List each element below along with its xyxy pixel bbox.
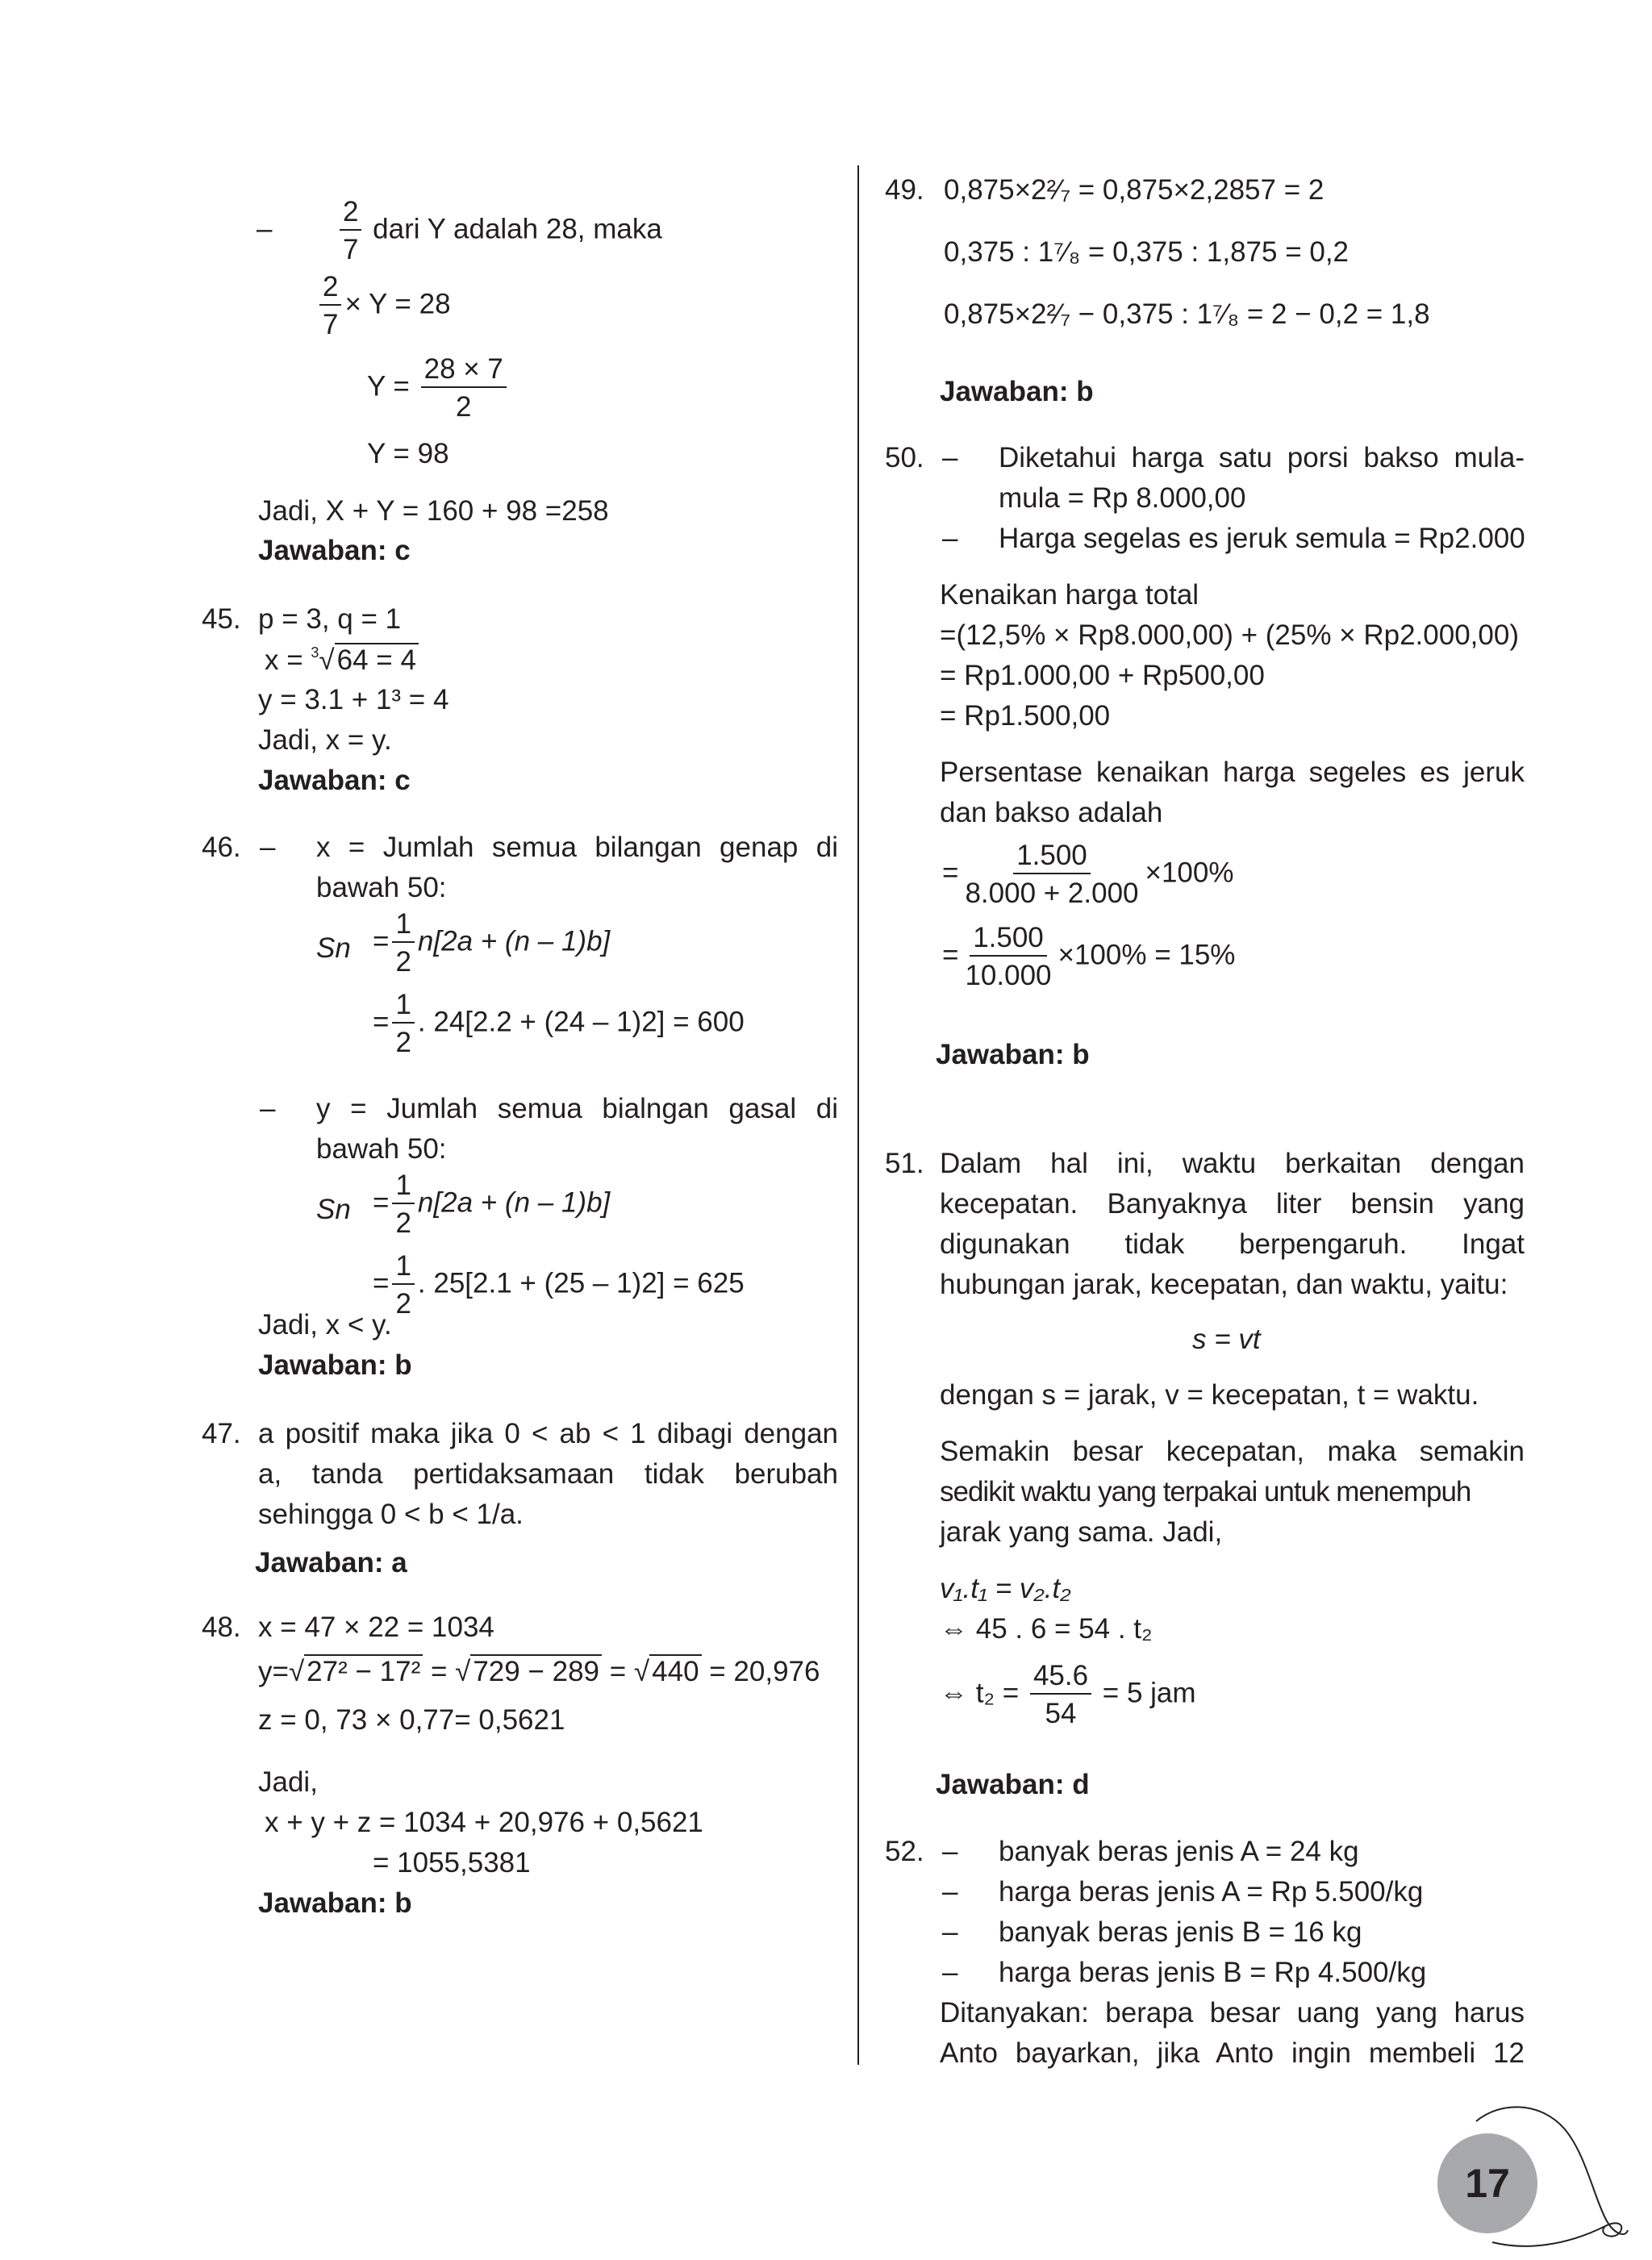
q46-a-line2: bawah 50:: [316, 872, 447, 903]
q52-dash-3: –: [942, 1916, 958, 1948]
q48-number: 48.: [202, 1612, 241, 1643]
q48-line2: y=√27² − 17² = √729 − 289 = √440 = 20,976: [258, 1656, 820, 1687]
q51-s2: sedikit waktu yang terpakai untuk menempuh: [940, 1476, 1471, 1507]
q50-p1: Persentase kenaikan harga segeles es jeruk: [940, 757, 1525, 788]
q49-answer: Jawaban: b: [940, 376, 1094, 407]
q49-line2: 0,375 : 1⁷⁄₈ = 0,375 : 1,875 = 0,2: [944, 236, 1350, 268]
q45-line2: x = $^3$√64 = 4: [265, 645, 419, 674]
q52-d2: Anto bayarkan, jika Anto ingin membeli 12: [940, 2037, 1525, 2069]
q46-formula-1: = $\frac{1}{2}$ n[2a + (n – 1)b]: [373, 908, 611, 978]
q44-fraction: $\frac{2}{7}$: [340, 198, 361, 264]
q44-answer: Jawaban: c: [258, 535, 411, 566]
column-divider: [857, 165, 859, 2065]
q47-answer: Jawaban: a: [255, 1547, 407, 1578]
q46-number: 46.: [202, 832, 241, 863]
q46-formula-2: = $\frac{1}{2}$ . 24[2.2 + (24 – 1)2] = 600: [373, 989, 745, 1058]
q49-line3: 0,875×2²⁄₇ − 0,375 : 1⁷⁄₈ = 2 − 0,2 = 1,8: [944, 298, 1430, 330]
q51-e3: ⇔ t₂ = $\frac{45.6}{54}$ = 5 jam: [940, 1660, 1196, 1729]
q50-a-line1: Diketahui harga satu porsi bakso mula-: [999, 442, 1525, 473]
q51-answer: Jawaban: d: [936, 1769, 1090, 1800]
q44-line3: Y = $\frac{28 \times 7}{2}$: [367, 355, 510, 421]
q50-k2: =(12,5% × Rp8.000,00) + (25% × Rp2.000,00): [940, 619, 1519, 651]
q52-dash-4: –: [942, 1957, 958, 1988]
q48-line5: = 1055,5381: [373, 1847, 531, 1878]
q44-line4: Y = 98: [367, 438, 449, 469]
q51-l2: kecepatan. Banyaknya liter bensin yang: [940, 1188, 1525, 1220]
q49-number: 49.: [885, 174, 924, 206]
q47-line1: a positif maka jika 0 < ab < 1 dibagi dengan: [258, 1418, 838, 1449]
q46-conclusion: Jadi, x < y.: [258, 1309, 392, 1341]
q51-l1: Dalam hal ini, waktu berkaitan dengan: [940, 1148, 1525, 1179]
q50-fraction-2: = $\frac{1.500}{10.000}$ ×100% = 15%: [942, 922, 1236, 991]
q46-dash-a: –: [260, 832, 276, 863]
q44-line1: [257, 198, 662, 264]
q50-answer: Jawaban: b: [936, 1039, 1090, 1070]
q46-sn-1: Sn: [316, 932, 351, 964]
q52-item-1: banyak beras jenis A = 24 kg: [999, 1836, 1359, 1867]
q45-line3: y = 3.1 + 1³ = 4: [258, 684, 449, 715]
q51-e1: v₁.t₁ = v₂.t₂: [940, 1573, 1071, 1604]
q52-dash-2: –: [942, 1876, 958, 1908]
q47-number: 47.: [202, 1418, 241, 1449]
q47-line2: a, tanda pertidaksamaan tidak berubah: [258, 1458, 838, 1490]
q51-number: 51.: [885, 1148, 924, 1179]
q50-dash-b: –: [942, 523, 958, 554]
q45-number: 45.: [202, 603, 241, 635]
q45-line4: Jadi, x = y.: [258, 724, 392, 756]
q46-b-line2: bawah 50:: [316, 1133, 447, 1165]
q52-item-4: harga beras jenis B = Rp 4.500/kg: [999, 1957, 1427, 1988]
q44-text: dari Y adalah 28, maka: [373, 213, 662, 245]
q51-s3: jarak yang sama. Jadi,: [940, 1516, 1223, 1548]
q50-k4: = Rp1.500,00: [940, 700, 1111, 732]
q52-d1: Ditanyakan: berapa besar uang yang harus: [940, 1997, 1525, 2029]
q48-line4: x + y + z = 1034 + 20,976 + 0,5621: [265, 1807, 703, 1838]
q52-number: 52.: [885, 1836, 924, 1867]
q46-formula-4: = $\frac{1}{2}$ . 25[2.1 + (25 – 1)2] = 625: [373, 1250, 745, 1320]
q52-item-2: harga beras jenis A = Rp 5.500/kg: [999, 1876, 1424, 1908]
q51-s1: Semakin besar kecepatan, maka semakin: [940, 1436, 1525, 1467]
q51-formula: s = vt: [1192, 1324, 1261, 1355]
q50-k3: = Rp1.000,00 + Rp500,00: [940, 660, 1265, 691]
q51-l3: digunakan tidak berpengaruh. Ingat: [940, 1228, 1525, 1260]
q51-l4: hubungan jarak, kecepatan, dan waktu, yaitu:: [940, 1269, 1508, 1300]
q48-answer: Jawaban: b: [258, 1887, 412, 1919]
q46-a-line1: x = Jumlah semua bilangan genap di: [316, 832, 838, 863]
q51-e2: ⇔ 45 . 6 = 54 . t₂: [940, 1613, 1153, 1645]
page-number: 17: [1465, 2161, 1510, 2206]
q46-formula-3: = $\frac{1}{2}$ n[2a + (n – 1)b]: [373, 1170, 611, 1239]
q51-dengan: dengan s = jarak, v = kecepatan, t = waktu.: [940, 1379, 1479, 1411]
q50-k1: Kenaikan harga total: [940, 579, 1199, 611]
q48-line3: z = 0, 73 × 0,77= 0,5621: [258, 1704, 565, 1736]
q48-line1: x = 47 × 22 = 1034: [258, 1612, 494, 1643]
q47-line3: sehingga 0 < b < 1/a.: [258, 1499, 524, 1530]
q44-dash: –: [257, 213, 281, 245]
q44-line2: $\frac{2}{7}$ × Y = 28: [316, 273, 451, 339]
q50-p2: dan bakso adalah: [940, 797, 1163, 828]
q52-dash-1: –: [942, 1836, 958, 1867]
q52-item-3: banyak beras jenis B = 16 kg: [999, 1916, 1362, 1948]
q48-jadi: Jadi,: [258, 1766, 318, 1798]
q50-number: 50.: [885, 442, 924, 473]
q50-a-line2: mula = Rp 8.000,00: [999, 482, 1246, 514]
q50-b-line1: Harga segelas es jeruk semula = Rp2.000: [999, 523, 1525, 554]
q45-answer: Jawaban: c: [258, 765, 411, 796]
q45-line1: p = 3, q = 1: [258, 603, 402, 635]
q44-conclusion: Jadi, X + Y = 160 + 98 =258: [258, 495, 609, 527]
q49-line1: 0,875×2²⁄₇ = 0,875×2,2857 = 2: [944, 174, 1325, 206]
q50-fraction-1: = $\frac{1.500}{8.000 + 2.000}$ ×100%: [942, 840, 1234, 909]
q46-b-line1: y = Jumlah semua bialngan gasal di: [316, 1093, 838, 1124]
q46-answer: Jawaban: b: [258, 1349, 412, 1381]
q46-sn-2: Sn: [316, 1194, 351, 1225]
q50-dash-a: –: [942, 442, 958, 473]
q46-dash-b: –: [260, 1093, 276, 1124]
